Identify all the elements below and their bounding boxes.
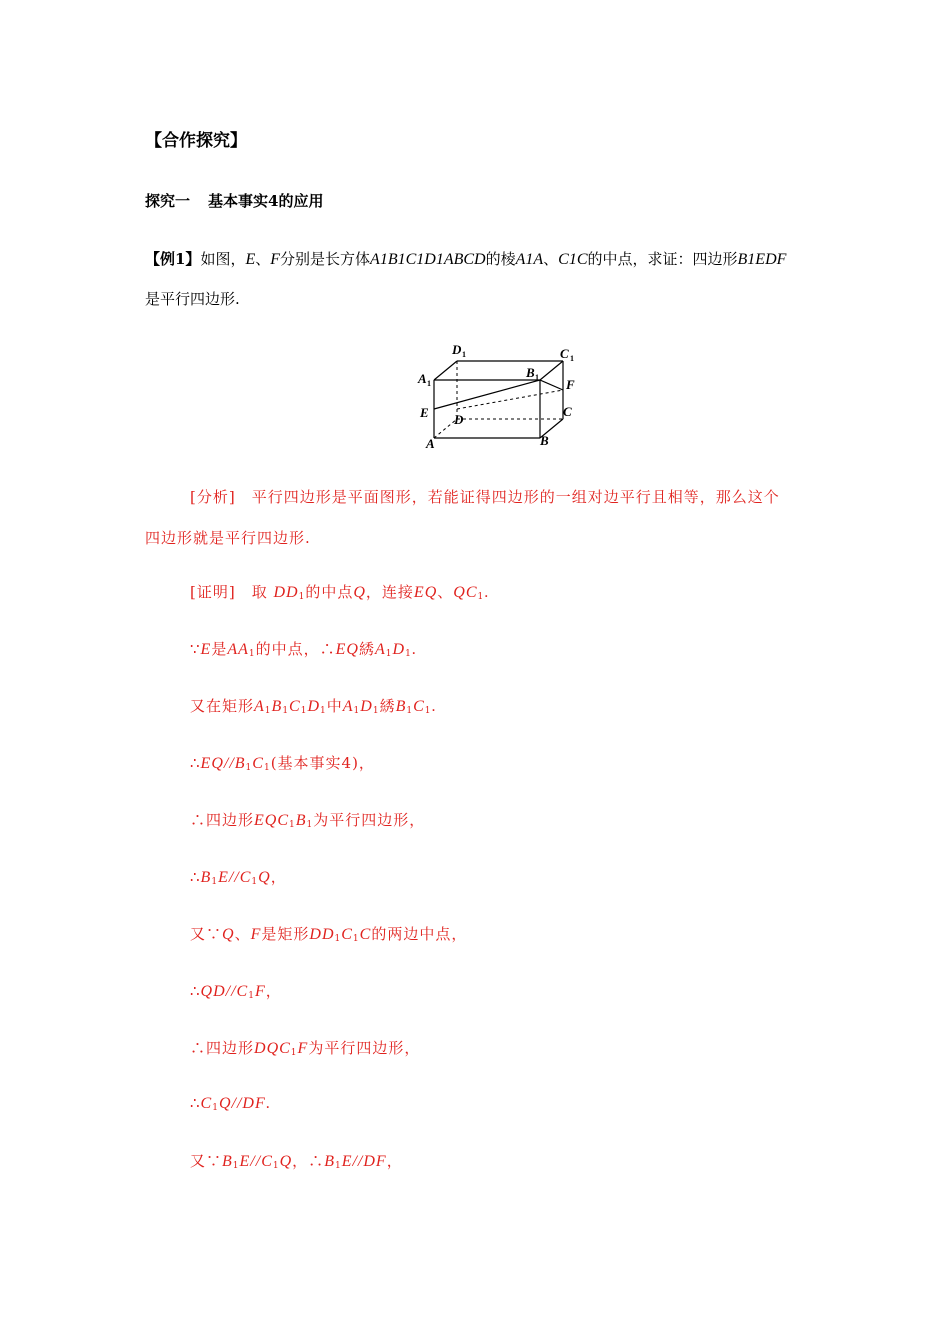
proof-line-3: 又在矩形$A_1B_1C_1D_1$中$A_1D_1$綉$B_1C_1$. [190, 697, 437, 716]
proof-line-10: $\therefore C_1Q//DF$. [190, 1094, 271, 1113]
label-D1: D [452, 342, 462, 357]
proof-line-2: ∵E是$AA_1$的中点，∴EQ綉$A_1D_1$. [190, 640, 417, 659]
label-F: F [566, 377, 575, 392]
proof-line-6: $\therefore B_1E//C_1Q$， [190, 868, 287, 887]
analysis-line-1: [分析] 平行四边形是平面图形，若能证得四边形的一组对边平行且相等，那么这个 [190, 488, 780, 506]
label-C1: C [560, 346, 569, 361]
proof-line-5: ∴四边形$EQC_1B_1$为平行四边形， [190, 811, 426, 830]
example-line-2: 是平行四边形. [145, 290, 240, 308]
proof-line-4: $\therefore EQ//B_1C_1$(基本事实4)， [190, 754, 375, 773]
proof-line-8: $\therefore QD//C_1F$， [190, 982, 282, 1001]
analysis-line-2: 四边形就是平行四边形. [145, 529, 311, 547]
section-title: 【合作探究】 [145, 131, 247, 151]
proof-line-7: 又∵Q、F是矩形$DD_1C_1C$的两边中点， [190, 925, 468, 944]
label-A: A [426, 436, 435, 451]
proof-line-11: 又$\because B_1E//C_1Q$，$\therefore B_1E//DF$， [190, 1152, 403, 1171]
label-E: E [420, 405, 429, 420]
label-D: D [454, 412, 464, 427]
svg-text:1: 1 [535, 373, 539, 382]
example-tag: 【例1】 [145, 250, 201, 268]
label-C: C [563, 404, 572, 419]
subsection-title: 基本事实4的应用 [208, 192, 324, 210]
cuboid-figure [412, 340, 592, 452]
label-B: B [540, 433, 549, 448]
label-B1: B [526, 365, 535, 380]
svg-text:1: 1 [570, 354, 574, 363]
svg-text:1: 1 [427, 379, 431, 388]
proof-line-1: [证明] 取 $DD_1$的中点Q，连接EQ、$QC_1$. [190, 583, 490, 602]
subsection-heading [145, 190, 323, 211]
proof-line-9: ∴四边形$DQC_1F$为平行四边形， [190, 1039, 421, 1058]
label-A1: A [418, 371, 427, 386]
example-line-1: 【例1】如图，E、F分别是长方体A1B1C1D1ABCD的棱A1A、C1C的中点，求证：四边形B1EDF [145, 250, 787, 268]
svg-text:1: 1 [462, 350, 466, 359]
subsection-label: 探究一 [145, 192, 191, 210]
